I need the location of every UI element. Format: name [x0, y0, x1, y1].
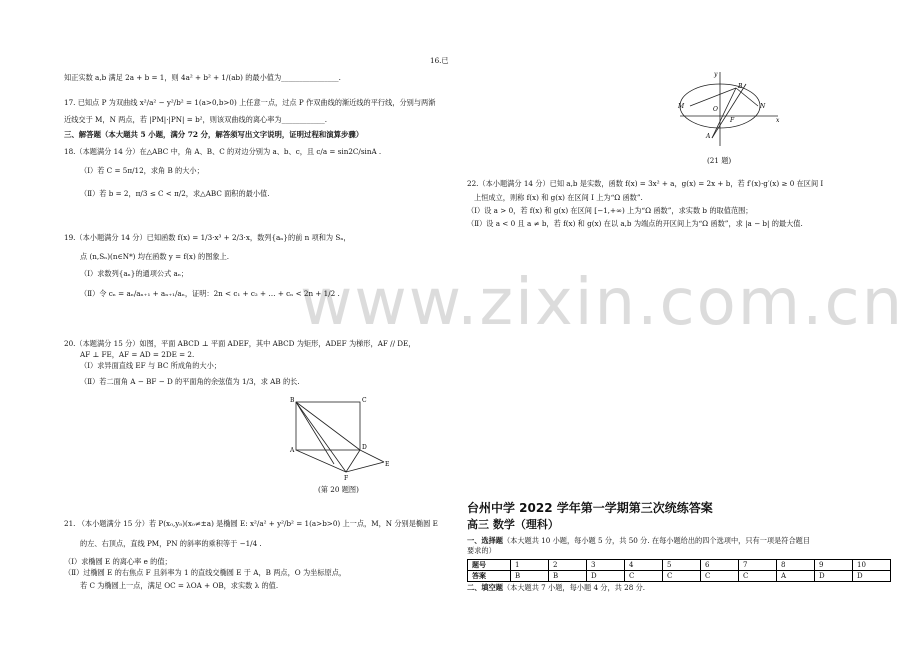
q22-stem: 22.（本小题满分 14 分）已知 a,b 是实数，函数 f(x) = 3x² + a，g(x) = 2x + b，若 f′(x)·g′(x) ≥ 0 在区间 I	[467, 179, 824, 188]
q21-stem: 21. （本小题满分 15 分）若 P(x₀,y₀)(x₀≠±a) 是椭圆 E: x²/a² + y²/b² = 1(a>b>0) 上一点，M，N 分别是椭圆 E	[64, 519, 438, 528]
q21-part2: （Ⅱ）过椭圆 E 的右焦点 F 且斜率为 1 的直线交椭圆 E 于 A，B 两点，O 为坐标原点，	[64, 568, 347, 577]
table-cell: C	[625, 571, 663, 582]
table-cell: 3	[587, 560, 625, 571]
table-cell: 1	[511, 560, 549, 571]
q20-part2: （Ⅱ）若二面角 A − BF − D 的平面角的余弦值为 1/3，求 AB 的长.	[80, 377, 300, 386]
fig21-label-m: M	[678, 103, 685, 110]
table-cell: 2	[549, 560, 587, 571]
table-cell: D	[815, 571, 853, 582]
q21-stem2: 的左、右顶点，直线 PM，PN 的斜率的乘积等于 −1/4 .	[80, 539, 262, 548]
table-cell: 4	[625, 560, 663, 571]
table-cell: C	[701, 571, 739, 582]
q21-part2b: 若 C 为椭圆上一点，满足 OC = λOA + OB，求实数 λ 的值.	[80, 581, 279, 590]
table-cell: 8	[777, 560, 815, 571]
q18-stem: 18.（本题满分 14 分）在△ABC 中，角 A、B、C 的对边分别为 a、b、c，且 c/a = sin2C/sinA .	[64, 147, 382, 156]
table-cell: 题号	[468, 560, 511, 571]
fig21-label-b: B	[738, 83, 743, 90]
fig20-caption: (第 20 题图)	[318, 485, 359, 494]
q21-part1: （Ⅰ）求椭圆 E 的离心率 e 的值；	[64, 557, 172, 566]
table-cell: 9	[815, 560, 853, 571]
table-cell: C	[663, 571, 701, 582]
fig20-label-a: A	[290, 447, 295, 454]
fig20-label-b: B	[290, 397, 295, 404]
page-number: 16.已	[430, 56, 449, 65]
fig21-label-x: x	[776, 117, 780, 124]
figure-21	[670, 66, 790, 156]
fig20-label-e: E	[385, 461, 390, 468]
fig21-caption: (21 题)	[707, 156, 732, 165]
table-cell: A	[777, 571, 815, 582]
q19-part2: （Ⅱ）令 cₙ = aₙ/aₙ₊₁ + aₙ₊₁/aₙ，证明：2n < c₁ + c₂ + … + cₙ < 2n + 1/2 .	[80, 289, 340, 298]
section1-desc2: 要求的）	[467, 546, 496, 555]
q20-stem2: AF ⊥ FE，AF = AD = 2DE = 2.	[80, 350, 195, 359]
section1-desc: （本大题共 10 小题，每小题 5 分，共 50 分. 在每小题给出的四个选项中，只有一项是符合题目	[502, 536, 811, 545]
fig21-label-a: A	[706, 133, 711, 140]
answer-table	[467, 559, 891, 582]
q22-part2: （Ⅱ）设 a < 0 且 a ≠ b，若 f(x) 和 g(x) 在以 a,b 为端点的开区间上为“Ω 函数”，求 |a − b| 的最大值.	[467, 219, 803, 228]
section1-line	[467, 537, 810, 545]
watermark: www.zixin.com.cn	[300, 266, 905, 340]
q19-part1: （Ⅰ）求数列{aₙ}的通项公式 aₙ；	[80, 269, 189, 278]
table-cell: 10	[853, 560, 891, 571]
fig21-label-y: y	[714, 71, 718, 78]
fig20-label-f: F	[344, 475, 349, 482]
section2-label: 二、填空题	[467, 583, 503, 592]
table-cell: 6	[701, 560, 739, 571]
q17-line1: 17. 已知点 P 为双曲线 x²/a² − y²/b² = 1(a>0,b>0) 上任意一点，过点 P 作双曲线的渐近线的平行线，分别与两渐	[64, 98, 436, 107]
fig20-label-d: D	[362, 444, 367, 451]
table-cell: 7	[739, 560, 777, 571]
answer-subtitle: 高三 数学（理科）	[467, 518, 559, 531]
section2-desc: （本大题共 7 小题，每小题 4 分，共 28 分.	[502, 583, 646, 592]
table-cell: B	[549, 571, 587, 582]
section2-line	[467, 584, 645, 592]
table-cell: D	[587, 571, 625, 582]
q22-stem2: 上恒成立，则称 f(x) 和 g(x) 在区间 I 上为“Ω 函数”.	[474, 193, 643, 202]
q16-text: 知正实数 a,b 满足 2a + b = 1，则 4a² + b² + 1/(ab) 的最小值为________________.	[64, 73, 341, 82]
table-row	[468, 571, 891, 582]
table-cell: 答案	[468, 571, 511, 582]
fig21-label-f: F	[730, 117, 735, 124]
q20-part1: （Ⅰ）求异面直线 EF 与 BC 所成角的大小；	[80, 361, 221, 370]
figure-20	[286, 394, 396, 484]
section1-label: 一、选择题	[467, 536, 503, 545]
q19-stem2: 点 (n,Sₙ)(n∈N*) 均在函数 y = f(x) 的图象上.	[80, 252, 230, 261]
section3-heading: 三、解答题（本大题共 5 小题，满分 72 分，解答须写出文字说明，证明过程和演算步骤）	[64, 130, 364, 139]
table-cell: C	[739, 571, 777, 582]
fig21-label-n: N	[760, 103, 766, 110]
table-cell: 5	[663, 560, 701, 571]
table-cell: B	[511, 571, 549, 582]
q22-part1: （Ⅰ）设 a > 0，若 f(x) 和 g(x) 在区间 [−1,+∞) 上为“Ω 函数”，求实数 b 的取值范围；	[467, 206, 753, 215]
q18-part2: （Ⅱ）若 b = 2，π/3 ≤ C < π/2，求△ABC 面积的最小值.	[80, 189, 270, 198]
table-row	[468, 560, 891, 571]
answer-title: 台州中学 2022 学年第一学期第三次统练答案	[467, 501, 713, 515]
q17-line2: 近线交于 M，N 两点，若 |PM|·|PN| = b²，则该双曲线的离心率为____________.	[64, 115, 328, 124]
q18-part1: （Ⅰ）若 C = 5π/12，求角 B 的大小；	[80, 166, 204, 175]
fig20-label-c: C	[362, 397, 367, 404]
q19-stem: 19.（本小题满分 14 分）已知函数 f(x) = 1/3·x³ + 2/3·x，数列{aₙ}的前 n 项和为 Sₙ，	[64, 233, 351, 242]
q20-stem: 20.（本题满分 15 分）如图，平面 ABCD ⊥ 平面 ADEF，其中 ABCD 为矩形，ADEF 为梯形，AF // DE，	[64, 339, 416, 348]
table-cell: D	[853, 571, 891, 582]
fig21-label-o: O	[713, 106, 718, 113]
